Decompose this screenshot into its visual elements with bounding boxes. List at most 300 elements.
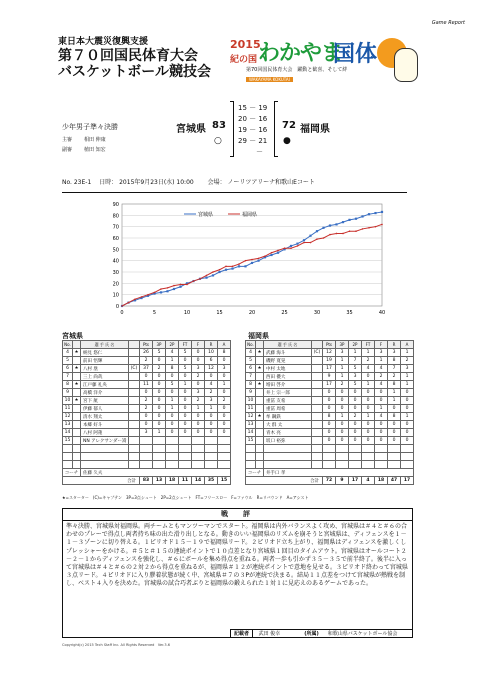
stat-cell: 10: [246, 397, 256, 405]
stat-cell: 0: [218, 389, 231, 397]
y-tick-label: 70: [112, 224, 119, 231]
x-tick-label: 15: [216, 310, 223, 316]
total-label: 合計: [63, 477, 140, 485]
data-point-home: [296, 243, 298, 245]
y-tick-label: 0: [115, 304, 119, 310]
data-point-home: [251, 262, 253, 264]
col-header: F: [375, 341, 388, 349]
stat-cell: 0: [205, 421, 218, 429]
stat-cell: 0: [179, 397, 192, 405]
overtime: －: [256, 148, 263, 156]
data-point-away: [355, 230, 357, 232]
data-point-home: [381, 211, 383, 213]
col-header: Pts: [140, 341, 153, 349]
ref-label: 主審: [62, 137, 73, 143]
table-row: [63, 429, 231, 437]
away-box-header: [246, 341, 414, 349]
y-tick-label: 60: [112, 236, 119, 242]
stat-cell: 1: [166, 405, 179, 413]
away-coach-row: [246, 469, 414, 477]
box-legend: ★=スターター (C)=キャプテン 3P=3点シュート 2P=2点シュート FT=フリースロー F=ファウル R=リバウンド A=アシスト: [62, 495, 309, 500]
stat-cell: [192, 437, 205, 445]
coach-name: 佐藤 久夫: [81, 469, 231, 477]
stat-cell: 0: [192, 429, 205, 437]
stat-cell: 2: [336, 381, 349, 389]
legend-label-home: 宮城県: [198, 212, 214, 218]
y-tick-label: 80: [112, 213, 119, 220]
stat-cell: 0: [401, 421, 414, 429]
stat-cell: 3: [349, 373, 362, 381]
logo-subline: 第70回国民体育大会: [246, 67, 293, 73]
stat-cell: 10: [63, 397, 73, 405]
stat-cell: 3: [388, 349, 401, 357]
stat-cell: 0: [153, 357, 166, 365]
data-point-home: [361, 215, 363, 217]
stat-cell: 1: [205, 405, 218, 413]
stat-cell: 3: [192, 365, 205, 373]
col-header: FT: [179, 341, 192, 349]
stat-cell: 8: [388, 357, 401, 365]
stat-cell: 0: [323, 405, 336, 413]
player-name: 中村 太地: [264, 365, 312, 373]
table-row: [246, 429, 414, 437]
y-tick-label: 40: [112, 258, 119, 265]
stat-cell: [166, 437, 179, 445]
player-name: 大 群 太: [264, 421, 312, 429]
stat-cell: ★: [74, 350, 79, 355]
stat-cell: 0: [153, 397, 166, 405]
logo-kokutai: 国体: [333, 42, 378, 67]
stat-cell: 0: [336, 429, 349, 437]
stat-cell: 3: [205, 397, 218, 405]
away-team-name: 福岡県: [300, 124, 330, 135]
stat-cell: 0: [323, 397, 336, 405]
stat-cell: ★: [257, 366, 262, 371]
data-point-away: [251, 259, 253, 261]
stat-cell: 4: [375, 365, 388, 373]
stat-cell: [256, 357, 264, 365]
home-win-mark: ○: [214, 136, 222, 146]
game-venue: 会場： ノーリツアリーナ和歌山Eコート: [207, 179, 315, 186]
table-row: [246, 421, 414, 429]
player-name: 前田 悟輝: [81, 357, 129, 365]
mascot-icon: [394, 48, 418, 82]
stat-cell: [312, 437, 323, 445]
data-point-home: [225, 269, 227, 271]
data-point-away: [141, 296, 143, 298]
stat-cell: 0: [179, 373, 192, 381]
stat-cell: 1: [401, 373, 414, 381]
stat-cell: 5: [166, 381, 179, 389]
col-header: 3P: [336, 341, 349, 349]
data-point-away: [323, 237, 325, 239]
data-point-away: [336, 233, 338, 235]
stat-cell: 1: [218, 381, 231, 389]
empty-row: [63, 461, 231, 469]
stat-cell: 0: [205, 373, 218, 381]
stat-cell: 0: [192, 413, 205, 421]
stat-cell: 0: [323, 389, 336, 397]
stat-cell: 15: [246, 437, 256, 445]
data-point-home: [231, 268, 233, 270]
stat-cell: ★: [257, 382, 262, 387]
data-point-away: [206, 275, 208, 277]
stat-cell: 1: [336, 413, 349, 421]
info-divider: [62, 192, 407, 193]
stat-cell: 1: [179, 381, 192, 389]
stat-cell: 0: [179, 389, 192, 397]
stat-cell: 0: [336, 421, 349, 429]
data-point-home: [166, 290, 168, 292]
stat-cell: 0: [388, 429, 401, 437]
data-point-away: [154, 292, 156, 294]
table-row: [246, 381, 414, 389]
data-point-away: [303, 242, 305, 244]
stat-cell: 4: [375, 381, 388, 389]
col-header: [256, 341, 264, 349]
logo-band: WAKAYAMA KOKUTAI: [246, 77, 293, 82]
stat-cell: 4: [205, 381, 218, 389]
data-point-away: [232, 266, 234, 268]
data-point-away: [134, 298, 136, 300]
stat-cell: 5: [246, 357, 256, 365]
stat-cell: 0: [179, 413, 192, 421]
player-name: 青木 亮: [264, 429, 312, 437]
game-info: [62, 177, 315, 186]
total-cell: 18: [375, 477, 388, 485]
data-point-away: [290, 247, 292, 249]
stat-cell: 17: [323, 365, 336, 373]
table-row: [63, 405, 231, 413]
stat-cell: 37: [140, 365, 153, 373]
stat-cell: 8: [388, 381, 401, 389]
stat-cell: 8: [388, 413, 401, 421]
data-point-away: [264, 255, 266, 257]
player-name: 伊藤 郁人: [81, 405, 129, 413]
y-tick-label: 30: [112, 270, 119, 276]
data-point-away: [199, 278, 201, 280]
table-row: [246, 357, 414, 365]
stat-cell: [312, 405, 323, 413]
data-point-away: [368, 227, 370, 229]
stat-cell: 9: [323, 373, 336, 381]
logo-tagline-text: 躍動と歓喜、そして絆: [297, 67, 348, 73]
stat-cell: 0: [179, 357, 192, 365]
x-tick-label: 20: [248, 310, 256, 316]
total-cell: 4: [362, 477, 375, 485]
stat-cell: 0: [349, 421, 362, 429]
review-box: [62, 508, 413, 638]
col-header: R: [388, 341, 401, 349]
stat-cell: 8: [246, 381, 256, 389]
game-date: 日時： 2015年9月23日(水) 10:00: [99, 179, 194, 186]
review-text: 準々決勝、宮城県対福岡県。両チームともマンツーマンでスタート。福岡県は内外バランスよく攻め、宮城県は＃４と＃６の合わせのプレーで得点し両者持ち味の出た滑り出しとなる。動きのいい福岡県のリズムを崩そうと宮城県は、ディフェンスを１－１－３ゾーンに切り替える。１ピリオド１５－１９で福岡県リード。２ピリオド立ち上がり、福岡県はディフェンスを激しくしプレッシャーをかける。＃５と＃１５の連続ポイントで１０点差となり宮城県１回目のタイムアウト。宮城県はオールコート２－２－１からディフェンスを強化し、＃６にボールを集め得点を重ねる。両者一歩も引かず３５－３５で前半終了。後半に入って宮城県は＃４と＃６の２対２から得点を重ねるが、福岡県＃１２が連続ポイントで意地を見せる。３ピリオド終わって宮城県３点リード。４ピリオドに入り膠着状態が続く中、宮城県＃７の３Pが連続で決まる。結局１１点差をつけて宮城県が熱戦を制し、ベスト４入りを決めた。宮城県の試合巧者ぶりと福岡県の鍛えられた１対１に見応えのあるゲームであった。: [66, 523, 408, 588]
stat-cell: 17: [323, 381, 336, 389]
table-row: [63, 397, 231, 405]
stat-cell: 11: [63, 405, 73, 413]
kokutai-logo: [230, 36, 420, 86]
stat-cell: 0: [140, 389, 153, 397]
stat-cell: 9: [246, 389, 256, 397]
stat-cell: 0: [349, 437, 362, 445]
stat-cell: [129, 357, 140, 365]
data-point-away: [225, 266, 227, 268]
x-tick-label: 5: [152, 310, 157, 316]
total-cell: 15: [218, 477, 231, 485]
stat-cell: [129, 405, 140, 413]
stat-cell: 1: [388, 397, 401, 405]
stat-cell: 0: [323, 421, 336, 429]
score-progression-chart: [86, 198, 391, 323]
stat-cell: 11: [140, 381, 153, 389]
stat-cell: 7: [388, 365, 401, 373]
quarter-4: 29 － 21: [238, 137, 268, 145]
col-header: FT: [362, 341, 375, 349]
col-header: R: [205, 341, 218, 349]
data-point-away: [219, 269, 221, 271]
home-coach-row: [63, 469, 231, 477]
stat-cell: [129, 429, 140, 437]
col-header: [129, 341, 140, 349]
data-point-away: [258, 258, 260, 260]
stat-cell: 4: [246, 349, 256, 357]
stat-cell: [256, 437, 264, 445]
table-row: [63, 365, 231, 373]
data-point-home: [212, 274, 214, 276]
stat-cell: 4: [166, 349, 179, 357]
player-name: 江戸藤 礼央: [81, 381, 129, 389]
stat-cell: [73, 389, 81, 397]
data-point-home: [179, 286, 181, 288]
player-name: 八村 阿蓮: [81, 429, 129, 437]
empty-row: [63, 453, 231, 461]
home-box-title: 宮城県: [62, 332, 83, 340]
y-tick-label: 20: [112, 281, 119, 288]
stat-cell: ★: [74, 366, 79, 371]
stat-cell: 14: [63, 429, 73, 437]
stat-cell: [153, 437, 166, 445]
coach-label: コーチ: [63, 469, 81, 477]
stat-cell: 2: [153, 365, 166, 373]
stat-cell: 0: [166, 421, 179, 429]
player-name: NN アレクサンダー嵩: [81, 437, 129, 445]
stat-cell: 0: [336, 389, 349, 397]
y-tick-label: 50: [112, 247, 119, 254]
stat-cell: 4: [362, 365, 375, 373]
stat-cell: [73, 429, 81, 437]
stat-cell: 3: [218, 365, 231, 373]
table-row: [63, 413, 231, 421]
stat-cell: 15: [63, 437, 73, 445]
table-row: [246, 437, 414, 445]
stat-cell: 0: [166, 389, 179, 397]
data-point-home: [309, 235, 311, 237]
table-row: [246, 373, 414, 381]
header-line2: 第７０回国民体育大会: [58, 48, 198, 64]
stat-cell: 1: [375, 357, 388, 365]
player-name: 井上 宗一郎: [264, 389, 312, 397]
logo-tagline: [246, 66, 347, 73]
col-header: A: [401, 341, 414, 349]
ref-name: 相田 伸康: [84, 137, 106, 143]
data-point-home: [244, 265, 246, 267]
stat-cell: [129, 349, 140, 357]
table-row: [63, 437, 231, 445]
stat-cell: 2: [388, 373, 401, 381]
stat-cell: 8: [323, 413, 336, 421]
table-row: [63, 357, 231, 365]
table-row: [246, 365, 414, 373]
stat-cell: 5: [349, 365, 362, 373]
stat-cell: 5: [349, 381, 362, 389]
stat-cell: 4: [63, 349, 73, 357]
stat-cell: [256, 429, 264, 437]
total-cell: 14: [192, 477, 205, 485]
data-point-away: [193, 280, 195, 282]
stat-cell: 1: [336, 357, 349, 365]
stat-cell: 0: [179, 421, 192, 429]
stat-cell: [256, 405, 264, 413]
stat-cell: 1: [362, 349, 375, 357]
org-label: (所属): [304, 631, 319, 637]
player-name: 武藤 海斗: [264, 349, 312, 357]
stat-cell: [312, 397, 323, 405]
stat-cell: [312, 357, 323, 365]
stat-cell: 2: [192, 397, 205, 405]
data-point-away: [186, 284, 188, 286]
stat-cell: 0: [323, 429, 336, 437]
stat-cell: 3: [336, 349, 349, 357]
stat-cell: 0: [205, 413, 218, 421]
bracket-right: [274, 101, 278, 157]
stat-cell: 0: [218, 413, 231, 421]
stat-cell: 2: [192, 373, 205, 381]
stat-cell: 3: [375, 349, 388, 357]
stat-cell: 7: [63, 373, 73, 381]
stat-cell: 2: [140, 357, 153, 365]
data-point-away: [160, 288, 162, 290]
col-header: 2P: [166, 341, 179, 349]
data-point-away: [375, 226, 377, 228]
stat-cell: 0: [388, 405, 401, 413]
player-name: 宮下 航: [81, 397, 129, 405]
data-point-away: [284, 247, 286, 249]
table-row: [246, 405, 414, 413]
data-point-away: [238, 263, 240, 265]
player-name: 磯野 寛晃: [264, 357, 312, 365]
logo-kinokuni: 紀の国: [230, 55, 258, 65]
stat-cell: 1: [401, 349, 414, 357]
stat-cell: [179, 437, 192, 445]
data-point-away: [381, 224, 383, 226]
stat-cell: 12: [323, 349, 336, 357]
data-point-away: [362, 228, 364, 230]
player-name: 西田 優大: [264, 373, 312, 381]
stat-cell: 2: [349, 413, 362, 421]
player-name: 八村 塁: [81, 365, 129, 373]
stat-cell: 1: [362, 381, 375, 389]
away-score: 72: [282, 120, 296, 131]
col-header: 選 手 氏 名: [81, 341, 129, 349]
stat-cell: 0: [362, 421, 375, 429]
stat-cell: [73, 405, 81, 413]
data-point-away: [329, 234, 331, 236]
away-loss-mark: ●: [283, 136, 291, 146]
stat-cell: 0: [218, 421, 231, 429]
data-point-away: [297, 245, 299, 247]
data-point-away: [147, 294, 149, 296]
stat-cell: (C): [129, 365, 140, 373]
stat-cell: 1: [349, 349, 362, 357]
stat-cell: 0: [362, 373, 375, 381]
player-name: 重冨 周希: [264, 405, 312, 413]
home-score: 83: [212, 120, 226, 131]
col-header: [73, 341, 81, 349]
quarter-3: 19 － 16: [238, 126, 268, 134]
col-header: [312, 341, 323, 349]
data-point-home: [342, 221, 344, 223]
data-point-home: [316, 230, 318, 232]
table-row: [63, 373, 231, 381]
player-name: 清水 翔太: [81, 413, 129, 421]
data-point-home: [303, 239, 305, 241]
total-cell: 18: [166, 477, 179, 485]
col-header: A: [218, 341, 231, 349]
stat-cell: 0: [166, 413, 179, 421]
game-number: No. 23E-1: [62, 179, 92, 186]
stat-cell: [312, 373, 323, 381]
total-cell: 13: [153, 477, 166, 485]
stat-cell: 0: [153, 389, 166, 397]
data-point-away: [271, 252, 273, 254]
stat-cell: [73, 413, 81, 421]
x-tick-label: 10: [183, 310, 191, 316]
table-row: [246, 397, 414, 405]
stat-cell: 0: [349, 389, 362, 397]
stat-cell: 11: [246, 405, 256, 413]
stat-cell: 7: [349, 357, 362, 365]
stat-cell: [129, 373, 140, 381]
data-point-home: [218, 271, 220, 273]
stat-cell: 13: [63, 421, 73, 429]
stat-cell: 0: [362, 437, 375, 445]
plot-area: [122, 204, 382, 306]
data-point-away: [245, 260, 247, 262]
data-point-away: [277, 250, 279, 252]
stat-cell: [73, 421, 81, 429]
stat-cell: 0: [375, 429, 388, 437]
stat-cell: 0: [179, 429, 192, 437]
stat-cell: 2: [205, 389, 218, 397]
stat-cell: [73, 373, 81, 381]
stat-cell: 0: [192, 349, 205, 357]
stat-cell: [129, 381, 140, 389]
empty-row: [63, 445, 231, 453]
coach-label: コーチ: [246, 469, 264, 477]
stat-cell: 0: [362, 429, 375, 437]
y-tick-label: 90: [112, 202, 119, 208]
total-label: 合計: [246, 477, 323, 485]
data-point-home: [355, 218, 357, 220]
stat-cell: 2: [401, 357, 414, 365]
stat-cell: [256, 373, 264, 381]
stat-cell: 6: [246, 365, 256, 373]
data-point-away: [310, 242, 312, 244]
stat-cell: 0: [323, 437, 336, 445]
stat-cell: 12: [246, 413, 256, 421]
stat-cell: 0: [375, 397, 388, 405]
stat-cell: 0: [153, 405, 166, 413]
